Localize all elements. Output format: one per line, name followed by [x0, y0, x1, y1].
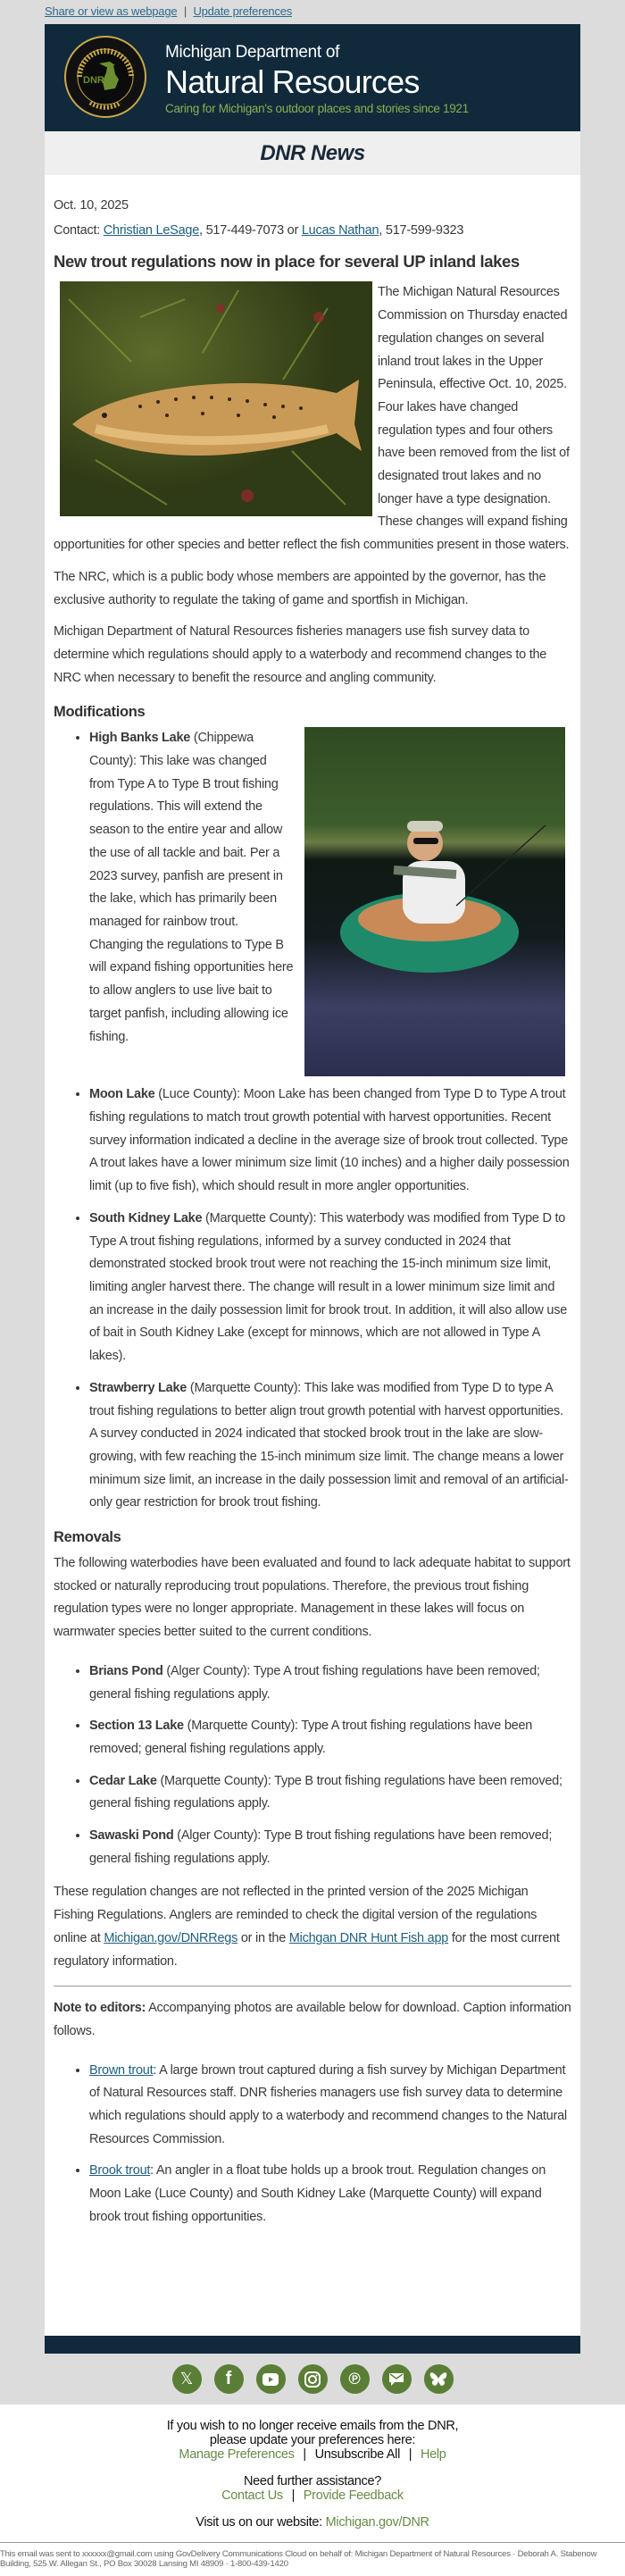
footer-line: please update your preferences here:: [209, 2433, 416, 2447]
brook-trout-link[interactable]: Brook trout: [89, 2163, 151, 2179]
modifications-list: [54, 727, 571, 1515]
lake-name: Sawaski Pond: [89, 1828, 174, 1844]
separator: |: [408, 2447, 412, 2462]
assistance-text: [0, 2474, 625, 2503]
unsubscribe-text: [0, 2419, 625, 2462]
brown-trout-link[interactable]: Brown trout: [89, 2062, 154, 2078]
brown-trout-photo[interactable]: [60, 281, 372, 516]
dnr-header: [45, 24, 580, 131]
hunt-fish-app-link[interactable]: Michgan DNR Hunt Fish app: [288, 1930, 449, 1945]
list-item: [89, 2160, 571, 2229]
website-text: [0, 2515, 625, 2530]
closing-text: for the most current regulatory information.: [54, 1930, 560, 1969]
article-date: Oct. 10, 2025: [54, 198, 129, 213]
youtube-icon[interactable]: [256, 2364, 286, 2394]
fine-print: This email was sent to xxxxxx@gmail.com using GovDelivery Communications Cloud on behalf of: Michigan Department of Natural Resources · Deborah A. Stabenow Building, 525 W. Allegan St., PO Box 30028 Lansing MI 48909 · 1-800-439-1420: [0, 2542, 625, 2569]
separator: |: [291, 2488, 296, 2503]
footer-line: Need further assistance?: [244, 2474, 381, 2488]
contact-1-link[interactable]: Christian LeSage: [103, 222, 200, 238]
article-title: New trout regulations now in place for several UP inland lakes: [54, 252, 520, 272]
lake-description: (Luce County): Moon Lake has been changed from Type D to Type A trout fishing regulations to match trout growth potential with harvest opportunities. Recent survey information indicated a decline in the average size of brook trout collected. Type A trout lakes have a lower minimum size limit (10 inches) and a higher daily possession limit (up to five fish), which should result in more angler opportunities.: [89, 1087, 570, 1194]
contact-label: Contact:: [54, 222, 104, 238]
header-text: [165, 42, 469, 117]
lake-name: Section 13 Lake: [89, 1719, 184, 1734]
instagram-icon[interactable]: [298, 2364, 328, 2394]
intro-paragraph: The Michigan Natural Resources Commission on Thursday enacted regulation changes on several inland trout lakes in the Upper Peninsula, effective Oct. 10, 2025. Four lakes have changed regulation types and four others have been removed from the list of designated trout lakes and no longer have a type designation. These changes will expand fishing opportunities for other species and better reflect the fish communities present in those waters.: [54, 285, 570, 553]
social-links: [45, 2354, 580, 2405]
closing-text: These regulation changes are not reflected in the printed version of the 2025 Michigan Fishing Regulations. Anglers are reminded to check the digital version of the regulations online at: [54, 1885, 538, 1945]
pinterest-icon[interactable]: ℗: [340, 2364, 370, 2394]
list-item: [89, 1660, 571, 1706]
lake-description: (Marquette County): This waterbody was modified from Type D to Type A trout fishing regulations, informed by a survey conducted in 2024 that demonstrated stocked brook trout were not reaching the 15-inch minimum size limit, limiting angler harvest there. The change will result in a lower minimum size limit and an increase in the daily possession limit for brook trout. In addition, it will also allow use of bait in South Kidney Lake (except for minnows, which are not allowed in Type A lakes).: [89, 1210, 568, 1364]
lake-description: (Alger County): Type A trout fishing regulations have been removed; general fishing regulations apply.: [89, 1663, 540, 1702]
unsubscribe-all-link[interactable]: Unsubscribe All: [314, 2447, 401, 2462]
facebook-icon[interactable]: f: [214, 2364, 244, 2394]
lake-name: South Kidney Lake: [89, 1210, 203, 1225]
removals-list: [54, 1660, 571, 1871]
list-item: [89, 1377, 571, 1515]
bluesky-icon[interactable]: [424, 2364, 454, 2394]
lake-name: Brians Pond: [89, 1663, 163, 1678]
header-line1: Michigan Department of: [165, 43, 340, 62]
top-links: [45, 2, 580, 24]
email-footer: [0, 2405, 625, 2569]
dnr-regs-link[interactable]: Michigan.gov/DNRRegs: [104, 1930, 238, 1945]
angler-image: [304, 727, 565, 1076]
brown-trout-image: [60, 281, 372, 516]
footer-line: Visit us on our website:: [196, 2515, 326, 2530]
lake-description: (Marquette County): This lake was modified from Type D to type A trout fishing regulations to better align trout growth potential with harvest opportunities. A survey conducted in 2024 indicated that stocked brook trout in the lake are slow-growing, with few reaching the 15-inch minimum size limit. The change means a lower minimum size limit, an increase in the daily possession limit and removal of an artificial-only gear restriction for brook trout fishing.: [89, 1380, 569, 1510]
contact-1-phone: , 517-449-7073 or: [199, 222, 302, 238]
note-text: Accompanying photos are available below for download. Caption information follows.: [54, 2001, 571, 2038]
header-line2: Natural Resources: [165, 63, 420, 100]
separator: |: [183, 4, 188, 18]
lake-description: (Marquette County): Type B trout fishing regulations have been removed; general fishing regulations apply.: [89, 1773, 562, 1811]
lake-name: Strawberry Lake: [89, 1380, 188, 1395]
removals-intro: The following waterbodies have been evaluated and found to lack adequate habitat to support stocked or naturally reproducing trout populations. Therefore, the previous trout fishing regulation types were no longer appropriate. Management in these lakes will focus on warmwater species better suited to the current conditions.: [54, 1556, 571, 1640]
list-item: [89, 727, 571, 1049]
contact-us-link[interactable]: Contact Us: [221, 2488, 283, 2503]
lake-description: (Chippewa County): This lake was changed from Type A to Type B trout fishing regulations. This will extend the season to the entire year and allow the use of all tackle and bait. Per a 2023 survey, panfish are present in the lake, which has primarily been managed for rainbow trout. Changing the regulations to Type B will expand fishing opportunities here to allow anglers to use live bait to target panfish, including allowing ice fishing.: [89, 731, 294, 1044]
dnr-seal-logo: [63, 35, 147, 119]
note-to-editors: [54, 1997, 571, 2043]
dnr-news-title: DNR News: [45, 131, 580, 175]
svg-text:DNR: DNR: [83, 75, 104, 86]
website-link[interactable]: Michigan.gov/DNR: [325, 2515, 429, 2530]
lake-name: High Banks Lake: [89, 731, 191, 746]
list-item: [89, 1770, 571, 1816]
separator: |: [303, 2447, 306, 2462]
provide-feedback-link[interactable]: Provide Feedback: [303, 2488, 404, 2503]
lake-name: Moon Lake: [89, 1087, 155, 1102]
list-item: [89, 1825, 571, 1870]
update-preferences-link[interactable]: Update preferences: [193, 4, 293, 18]
nrc-paragraph: The NRC, which is a public body whose members are appointed by the governor, has the exclusive authority to regulate the taking of game and sportfish in Michigan.: [54, 569, 546, 607]
removals-heading: Removals: [54, 1529, 121, 1546]
header-tagline: Caring for Michigan's outdoor places and stories since 1921: [165, 102, 469, 115]
manage-preferences-link[interactable]: Manage Preferences: [179, 2447, 295, 2462]
lake-description: (Alger County): Type B trout fishing regulations have been removed; general fishing regulations apply.: [89, 1828, 553, 1866]
x-icon[interactable]: 𝕏: [172, 2364, 202, 2394]
lake-name: Cedar Lake: [89, 1773, 157, 1788]
list-item: [89, 1083, 571, 1199]
brook-trout-angler-photo[interactable]: [304, 727, 565, 1076]
contact-2-link[interactable]: Lucas Nathan: [301, 222, 379, 238]
list-item: [89, 1715, 571, 1761]
caption-text: : An angler in a float tube holds up a brook trout. Regulation changes on Moon Lake (Luce County) and South Kidney Lake (Marquette County) will expand brook trout fishing opportunities.: [89, 2163, 546, 2224]
closing-text: or in the: [238, 1930, 289, 1945]
list-item: [89, 2060, 571, 2152]
dnr-paragraph: Michigan Department of Natural Resources fisheries managers use fish survey data to determine which regulations should apply to a waterbody and recommend changes to the NRC when necessary to benefit the resource and angling community.: [54, 624, 547, 685]
email-icon[interactable]: [382, 2364, 412, 2394]
modifications-heading: Modifications: [54, 704, 146, 721]
note-label: Note to editors:: [54, 2001, 146, 2016]
help-link[interactable]: Help: [420, 2447, 446, 2462]
share-webpage-link[interactable]: Share or view as webpage: [45, 4, 178, 18]
article-body: [45, 175, 580, 2336]
contact-line: [54, 220, 571, 243]
caption-text: : A large brown trout captured during a fish survey by Michigan Department of Natural Resources staff. DNR fisheries managers use fish survey data to determine which regulations should apply to a waterbody and recommend changes to the Natural Resources Commission.: [89, 2062, 567, 2146]
footer-line: If you wish to no longer receive emails from the DNR,: [166, 2419, 459, 2433]
closing-paragraph: [54, 1881, 571, 1973]
list-item: [89, 1208, 571, 1368]
lake-description: (Marquette County): Type A trout fishing regulations have been removed; general fishing regulations apply.: [89, 1719, 533, 1756]
footer-bar: [45, 2336, 580, 2354]
contact-2-phone: , 517-599-9323: [379, 222, 464, 238]
captions-list: [54, 2060, 571, 2229]
